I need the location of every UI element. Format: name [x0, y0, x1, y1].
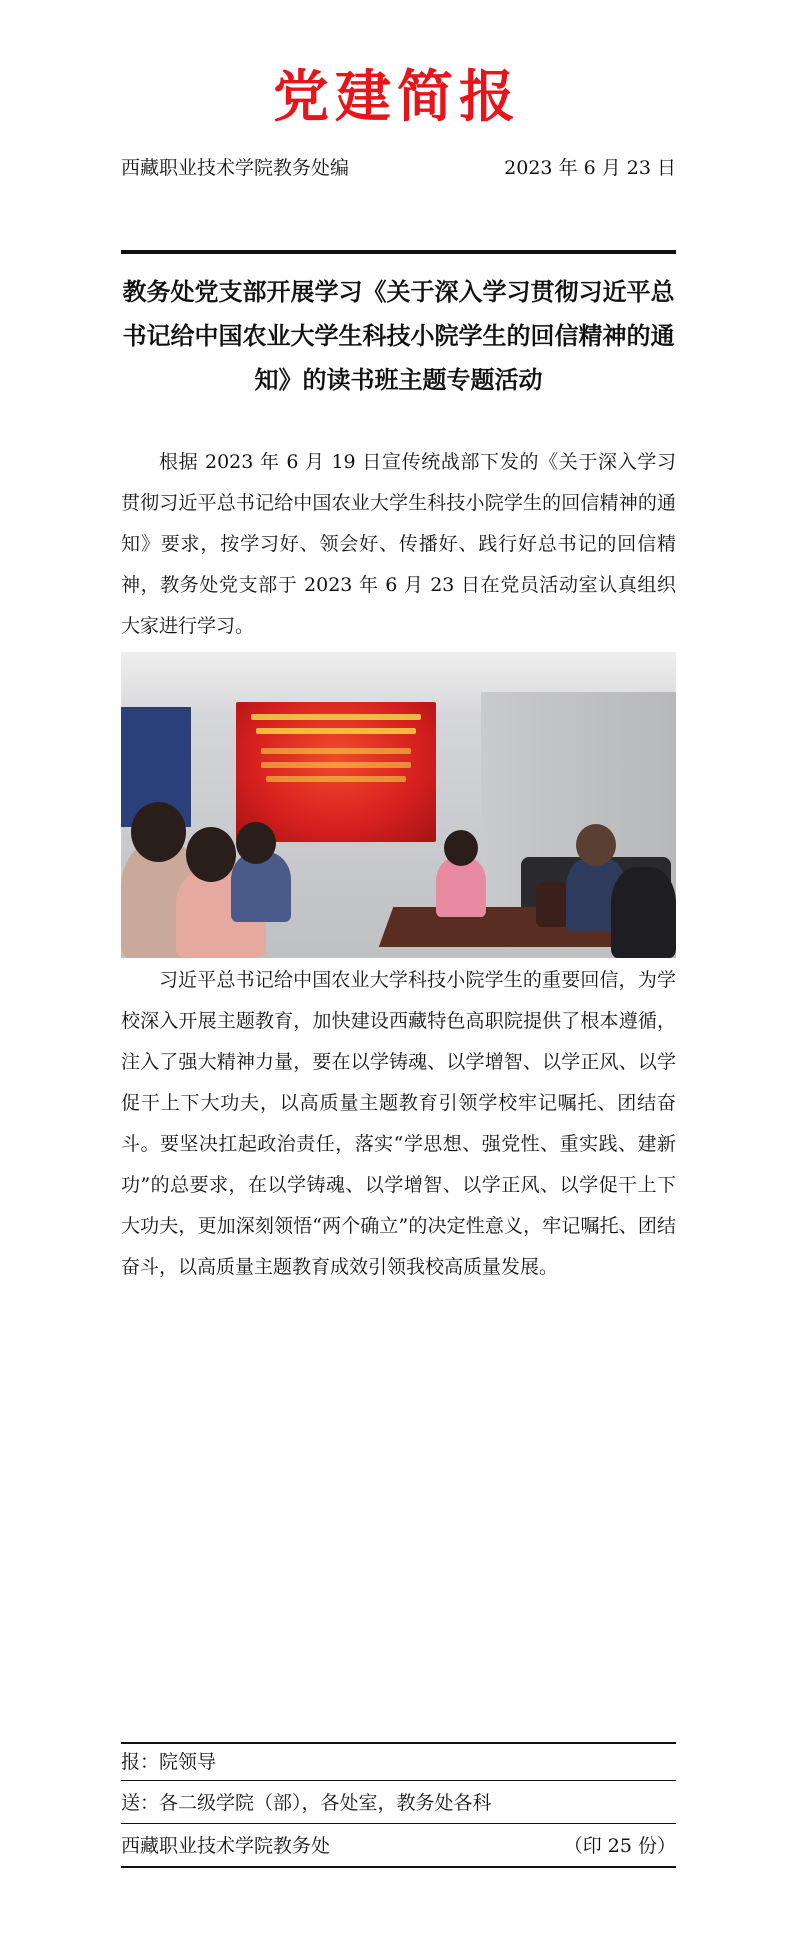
article-headline: 教务处党支部开展学习《关于深入学习贯彻习近平总书记给中国农业大学生科技小院学生的回信精神的通知》的读书班主题专题活动	[122, 277, 675, 394]
issue-date: 2023 年 6 月 23 日	[504, 157, 676, 179]
footer-divider	[121, 1823, 676, 1824]
screen-text-line	[256, 728, 416, 734]
photo-person-head	[576, 824, 616, 866]
projection-screen	[236, 702, 436, 842]
photo-person-head	[186, 827, 236, 882]
publisher-line	[121, 1832, 676, 1860]
footer-divider	[121, 1780, 676, 1781]
footer-divider	[121, 1866, 676, 1868]
screen-text-line	[266, 776, 406, 782]
send-to-line: 送：各二级学院（部），各处室，教务处各科	[121, 1792, 492, 1814]
meeting-photo	[121, 652, 676, 958]
screen-text-line	[251, 714, 421, 720]
footer-divider	[121, 1742, 676, 1744]
photo-person-head	[131, 802, 186, 862]
screen-text-line	[261, 762, 411, 768]
photo-person	[611, 867, 676, 958]
article-paragraph-2: 习近平总书记给中国农业大学科技小院学生的重要回信，为学校深入开展主题教育，加快建设西藏特色高职院提供了根本遵循，注入了强大精神力量，要在以学铸魂、以学增智、以学正风、以学促干上下大功夫，以高质量主题教育引领学校牢记嘱托、团结奋斗。要坚决扛起政治责任，落实“学思想、强党性、重实践、建新功”的总要求，在以学铸魂、以学增智、以学正风、以学促干上下大功夫，更加深刻领悟“两个确立”的决定性意义，牢记嘱托、团结奋斗，以高质量主题教育成效引领我校高质量发展。	[121, 969, 676, 1278]
header-divider	[121, 250, 676, 254]
report-to-line: 报：院领导	[121, 1751, 217, 1773]
masthead-title: 党建简报	[273, 65, 521, 130]
photo-person-head	[236, 822, 276, 864]
publisher-name: 西藏职业技术学院教务处	[121, 1835, 331, 1857]
screen-text-line	[261, 748, 411, 754]
photo-person	[436, 857, 486, 917]
article-paragraph-1: 根据 2023 年 6 月 19 日宣传统战部下发的《关于深入学习贯彻习近平总书记给中国农业大学生科技小院学生的回信精神的通知》要求，按学习好、领会好、传播好、践行好总书记的回信精神，教务处党支部于 2023 年 6 月 23 日在党员活动室认真组织大家进行学习。	[121, 451, 676, 637]
issuer-line: 西藏职业技术学院教务处编	[121, 157, 350, 179]
print-copies: （印 25 份）	[563, 1835, 676, 1857]
photo-person-head	[444, 830, 478, 866]
